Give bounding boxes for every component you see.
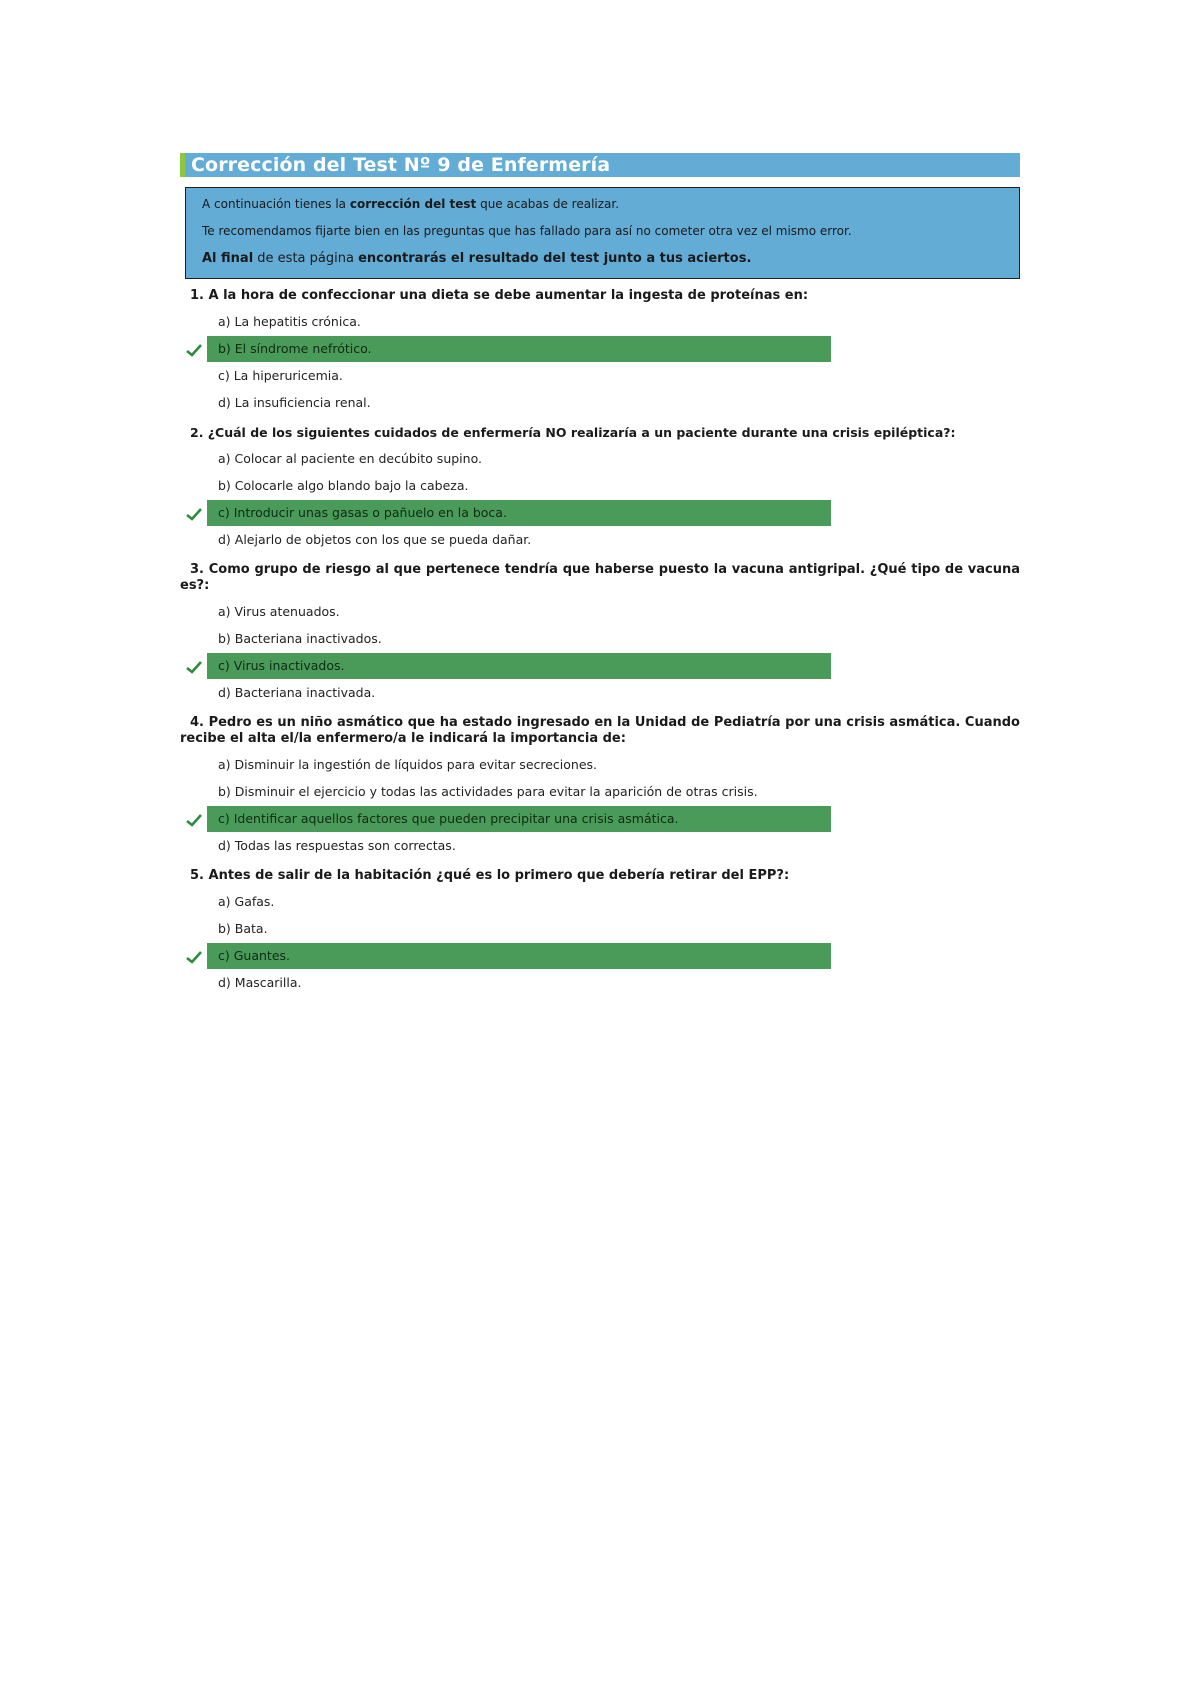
test-correction	[180, 153, 1020, 996]
check-icon	[185, 340, 203, 356]
check-icon	[185, 810, 203, 826]
option-1a: a) La hepatitis crónica.	[218, 314, 361, 329]
option-4d: d) Todas las respuestas son correctas.	[218, 838, 456, 853]
option-2b: b) Colocarle algo blando bajo la cabeza.	[218, 478, 469, 493]
option-4c-correct: c) Identificar aquellos factores que pueden precipitar una crisis asmática.	[180, 805, 1020, 832]
question-5-options	[180, 888, 1020, 996]
option-2c-correct: c) Introducir unas gasas o pañuelo en la boca.	[180, 499, 1020, 526]
page-title: Corrección del Test Nº 9 de Enfermería	[180, 153, 1020, 177]
check-icon	[185, 504, 203, 520]
option-3a: a) Virus atenuados.	[218, 604, 340, 619]
question-2-options	[180, 445, 1020, 553]
option-5b: b) Bata.	[218, 921, 268, 936]
option-3b: b) Bacteriana inactivados.	[218, 631, 382, 646]
option-2d: d) Alejarlo de objetos con los que se pueda dañar.	[218, 532, 532, 547]
option-4a: a) Disminuir la ingestión de líquidos para evitar secreciones.	[218, 757, 598, 772]
question-2: 2. ¿Cuál de los siguientes cuidados de enfermería NO realizaría a un paciente durante una crisis epiléptica?:	[190, 425, 956, 440]
question-3: 3. Como grupo de riesgo al que pertenece tendría que haberse puesto la vacuna antigripal. ¿Qué tipo de vacuna es?:	[180, 562, 1020, 593]
intro-line-2: Te recomendamos fijarte bien en las preguntas que has fallado para así no cometer otra vez el mismo error.	[202, 224, 852, 238]
option-3d: d) Bacteriana inactivada.	[218, 685, 376, 700]
option-5d: d) Mascarilla.	[218, 975, 302, 990]
check-icon	[185, 947, 203, 963]
question-4-options	[180, 751, 1020, 859]
option-5c-correct: c) Guantes.	[180, 942, 1020, 969]
check-icon	[185, 657, 203, 673]
option-1b-correct: b) El síndrome nefrótico.	[180, 335, 1020, 362]
option-5a: a) Gafas.	[218, 894, 275, 909]
intro-box	[185, 187, 1020, 279]
option-3c-correct: c) Virus inactivados.	[180, 652, 1020, 679]
option-1c: c) La hiperuricemia.	[218, 368, 343, 383]
option-2a: a) Colocar al paciente en decúbito supino.	[218, 451, 482, 466]
question-1: 1. A la hora de confeccionar una dieta se debe aumentar la ingesta de proteínas en:	[190, 288, 809, 303]
intro-line-3: Al final de esta página encontrarás el resultado del test junto a tus aciertos.	[202, 251, 752, 266]
intro-line-1: A continuación tienes la corrección del test que acabas de realizar.	[202, 197, 620, 211]
question-1-options	[180, 308, 1020, 416]
question-5: 5. Antes de salir de la habitación ¿qué es lo primero que debería retirar del EPP?:	[190, 868, 790, 883]
question-3-options	[180, 598, 1020, 706]
option-1d: d) La insuficiencia renal.	[218, 395, 371, 410]
question-4: 4. Pedro es un niño asmático que ha estado ingresado en la Unidad de Pediatría por una crisis asmática. Cuando recibe el alta el/la enfermero/a le indicará la importancia de:	[180, 715, 1020, 746]
correct-highlight	[207, 943, 831, 969]
option-4b: b) Disminuir el ejercicio y todas las actividades para evitar la aparición de otras crisis.	[218, 784, 758, 799]
